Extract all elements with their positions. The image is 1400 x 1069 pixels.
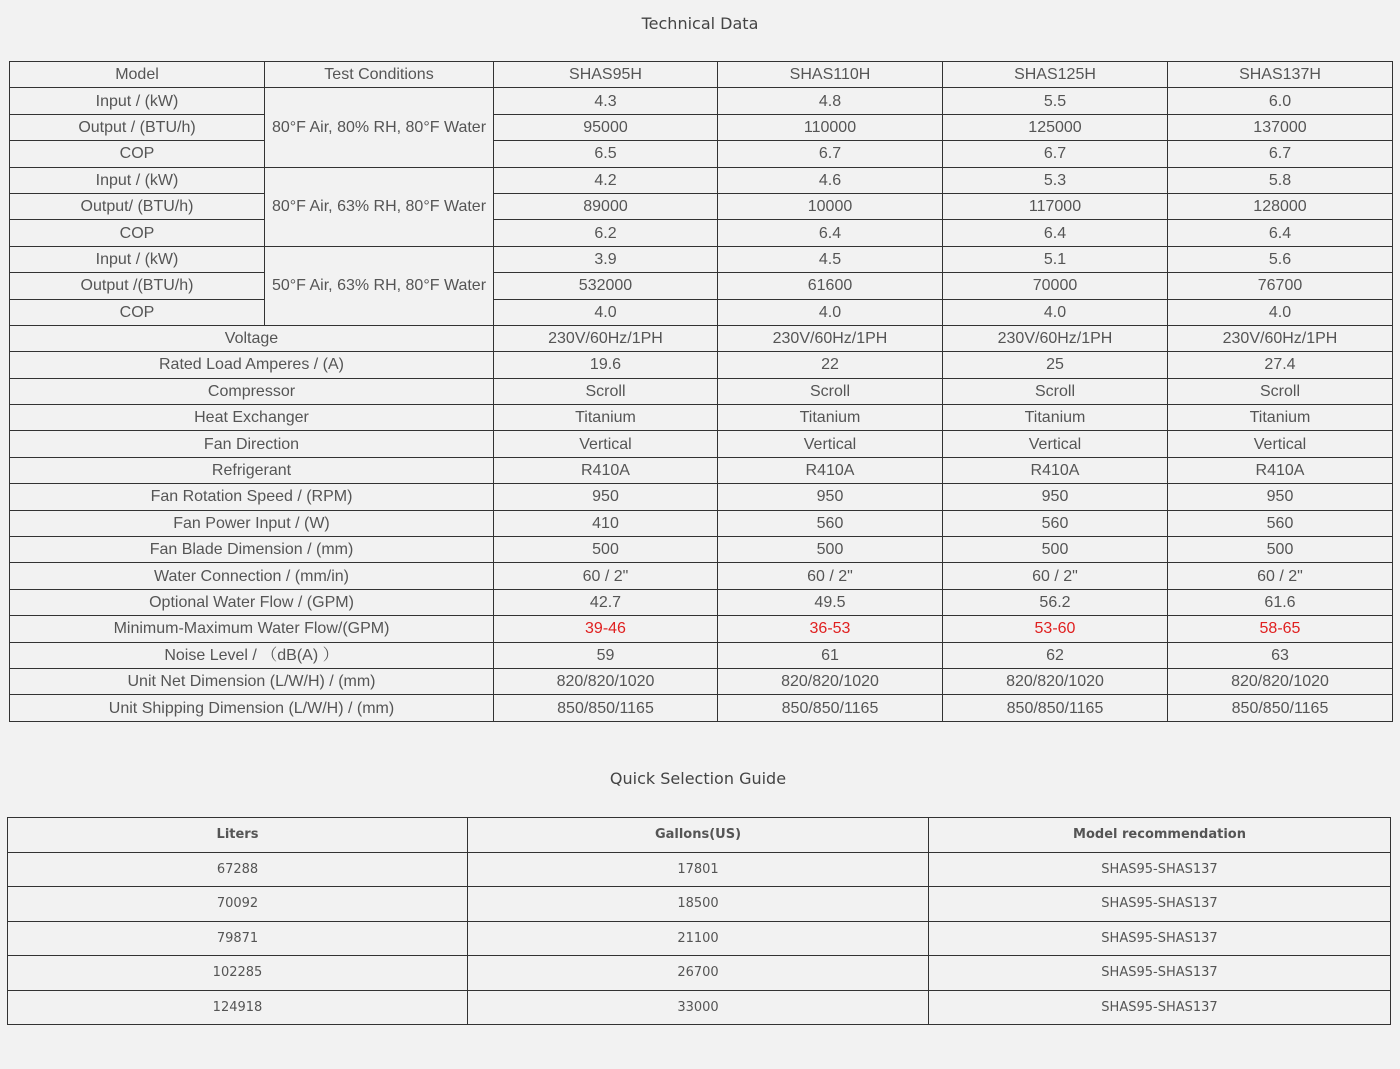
table-cell: 5.8: [1168, 167, 1393, 193]
quick-selection-table: [7, 817, 1391, 1025]
column-header: Model: [10, 62, 265, 88]
header-row: [8, 818, 1391, 853]
table-cell: 53-60: [943, 616, 1168, 642]
table-cell: 61: [718, 642, 943, 668]
table-cell: 33000: [468, 990, 929, 1025]
table-cell: 950: [943, 484, 1168, 510]
row-label: Input / (kW): [10, 167, 265, 193]
table-cell: 18500: [468, 887, 929, 922]
table-cell: 5.5: [943, 88, 1168, 114]
row-label: Fan Blade Dimension / (mm): [10, 537, 494, 563]
test-condition: 50°F Air, 63% RH, 80°F Water: [265, 246, 494, 325]
table-cell: 6.0: [1168, 88, 1393, 114]
table-row: [10, 299, 1393, 325]
table-row: [10, 589, 1393, 615]
table-cell: 5.6: [1168, 246, 1393, 272]
table-cell: R410A: [718, 457, 943, 483]
column-header: SHAS110H: [718, 62, 943, 88]
table-row: [10, 537, 1393, 563]
row-label: Minimum-Maximum Water Flow/(GPM): [10, 616, 494, 642]
table-cell: Vertical: [943, 431, 1168, 457]
table-cell: 79871: [8, 921, 468, 956]
table-cell: 60 / 2": [1168, 563, 1393, 589]
table-row: [10, 167, 1393, 193]
table-cell: 6.2: [494, 220, 718, 246]
table-cell: 4.5: [718, 246, 943, 272]
table-row: [10, 325, 1393, 351]
table-cell: 61.6: [1168, 589, 1393, 615]
test-condition: 80°F Air, 80% RH, 80°F Water: [265, 88, 494, 167]
table-cell: 42.7: [494, 589, 718, 615]
table-cell: SHAS95-SHAS137: [929, 956, 1391, 991]
table-cell: 60 / 2": [943, 563, 1168, 589]
row-label: Refrigerant: [10, 457, 494, 483]
table-cell: 124918: [8, 990, 468, 1025]
table-cell: 3.9: [494, 246, 718, 272]
row-label: Fan Direction: [10, 431, 494, 457]
row-label: Fan Power Input / (W): [10, 510, 494, 536]
row-label: Heat Exchanger: [10, 405, 494, 431]
column-header: Liters: [8, 818, 468, 853]
table-cell: 89000: [494, 193, 718, 219]
table-cell: 950: [494, 484, 718, 510]
table-cell: 4.0: [943, 299, 1168, 325]
table-cell: 820/820/1020: [718, 668, 943, 694]
table-row: [10, 141, 1393, 167]
column-header: Gallons(US): [468, 818, 929, 853]
table-cell: 60 / 2": [494, 563, 718, 589]
table-cell: 950: [1168, 484, 1393, 510]
table-cell: SHAS95-SHAS137: [929, 887, 1391, 922]
row-label: COP: [10, 141, 265, 167]
row-label: Compressor: [10, 378, 494, 404]
table-cell: 230V/60Hz/1PH: [1168, 325, 1393, 351]
row-label: Input / (kW): [10, 246, 265, 272]
table-cell: R410A: [494, 457, 718, 483]
table-cell: Titanium: [718, 405, 943, 431]
table-cell: 102285: [8, 956, 468, 991]
table-cell: Titanium: [494, 405, 718, 431]
table-cell: 26700: [468, 956, 929, 991]
table-row: [10, 352, 1393, 378]
table-cell: 125000: [943, 114, 1168, 140]
table-cell: R410A: [1168, 457, 1393, 483]
column-header: Test Conditions: [265, 62, 494, 88]
table-cell: Titanium: [1168, 405, 1393, 431]
table-row: [10, 220, 1393, 246]
table-row: [10, 246, 1393, 272]
table-cell: 820/820/1020: [1168, 668, 1393, 694]
table-cell: Vertical: [1168, 431, 1393, 457]
table-cell: 62: [943, 642, 1168, 668]
table-cell: 21100: [468, 921, 929, 956]
table-row: [10, 695, 1393, 721]
table-row: [10, 431, 1393, 457]
table-cell: 36-53: [718, 616, 943, 642]
row-label: Unit Net Dimension (L/W/H) / (mm): [10, 668, 494, 694]
row-label: Output /(BTU/h): [10, 273, 265, 299]
table-cell: 76700: [1168, 273, 1393, 299]
table-row: [8, 990, 1391, 1025]
header-row: [10, 62, 1393, 88]
test-condition: 80°F Air, 63% RH, 80°F Water: [265, 167, 494, 246]
table-cell: 532000: [494, 273, 718, 299]
column-header: SHAS137H: [1168, 62, 1393, 88]
table-row: [10, 668, 1393, 694]
table-cell: Scroll: [1168, 378, 1393, 404]
table-cell: 128000: [1168, 193, 1393, 219]
table-cell: 117000: [943, 193, 1168, 219]
table-row: [10, 457, 1393, 483]
table-row: [8, 921, 1391, 956]
table-cell: 19.6: [494, 352, 718, 378]
table-cell: R410A: [943, 457, 1168, 483]
table-cell: 137000: [1168, 114, 1393, 140]
table-cell: Titanium: [943, 405, 1168, 431]
table-row: [8, 852, 1391, 887]
table-cell: Vertical: [494, 431, 718, 457]
table-cell: 39-46: [494, 616, 718, 642]
table-cell: 4.0: [718, 299, 943, 325]
table-cell: 4.2: [494, 167, 718, 193]
table-cell: 5.1: [943, 246, 1168, 272]
table-cell: 61600: [718, 273, 943, 299]
column-header: SHAS125H: [943, 62, 1168, 88]
table-cell: 560: [1168, 510, 1393, 536]
table-cell: 70000: [943, 273, 1168, 299]
row-label: COP: [10, 220, 265, 246]
table-cell: SHAS95-SHAS137: [929, 852, 1391, 887]
table-cell: 6.5: [494, 141, 718, 167]
row-label: Voltage: [10, 325, 494, 351]
row-label: Water Connection / (mm/in): [10, 563, 494, 589]
table-cell: Scroll: [943, 378, 1168, 404]
table-cell: Vertical: [718, 431, 943, 457]
table-cell: Scroll: [718, 378, 943, 404]
table-cell: 500: [718, 537, 943, 563]
technical-data-table: [9, 61, 1393, 722]
table-cell: 500: [1168, 537, 1393, 563]
table-cell: 70092: [8, 887, 468, 922]
table-cell: 230V/60Hz/1PH: [718, 325, 943, 351]
table-cell: SHAS95-SHAS137: [929, 921, 1391, 956]
table-row: [10, 642, 1393, 668]
table-cell: 6.7: [1168, 141, 1393, 167]
table-row: [10, 193, 1393, 219]
table-cell: 850/850/1165: [718, 695, 943, 721]
table-cell: 850/850/1165: [943, 695, 1168, 721]
table-cell: 17801: [468, 852, 929, 887]
table-row: [10, 114, 1393, 140]
table-row: [10, 405, 1393, 431]
table-cell: 10000: [718, 193, 943, 219]
table-cell: 6.4: [1168, 220, 1393, 246]
table-cell: 820/820/1020: [494, 668, 718, 694]
row-label: Input / (kW): [10, 88, 265, 114]
column-header: SHAS95H: [494, 62, 718, 88]
row-label: Rated Load Amperes / (A): [10, 352, 494, 378]
table-cell: 950: [718, 484, 943, 510]
table-row: [8, 887, 1391, 922]
table-cell: 6.4: [943, 220, 1168, 246]
quick-selection-guide-title: Quick Selection Guide: [609, 769, 787, 788]
table-row: [8, 956, 1391, 991]
table-cell: 560: [943, 510, 1168, 536]
table-cell: 49.5: [718, 589, 943, 615]
row-label: Fan Rotation Speed / (RPM): [10, 484, 494, 510]
table-cell: Scroll: [494, 378, 718, 404]
table-cell: 6.7: [943, 141, 1168, 167]
table-cell: 500: [943, 537, 1168, 563]
table-row: [10, 484, 1393, 510]
table-cell: 500: [494, 537, 718, 563]
table-cell: 410: [494, 510, 718, 536]
table-cell: 27.4: [1168, 352, 1393, 378]
table-cell: 60 / 2": [718, 563, 943, 589]
column-header: Model recommendation: [929, 818, 1391, 853]
table-cell: 63: [1168, 642, 1393, 668]
table-cell: 5.3: [943, 167, 1168, 193]
table-cell: 4.0: [1168, 299, 1393, 325]
table-row: [10, 273, 1393, 299]
table-cell: 4.8: [718, 88, 943, 114]
table-row: [10, 88, 1393, 114]
table-row: [10, 563, 1393, 589]
table-cell: 850/850/1165: [494, 695, 718, 721]
row-label: Noise Level / （dB(A) ）: [10, 642, 494, 668]
table-cell: 59: [494, 642, 718, 668]
table-cell: 25: [943, 352, 1168, 378]
table-cell: 58-65: [1168, 616, 1393, 642]
table-cell: 95000: [494, 114, 718, 140]
technical-data-title: Technical Data: [641, 14, 759, 33]
table-cell: 560: [718, 510, 943, 536]
table-cell: 230V/60Hz/1PH: [494, 325, 718, 351]
table-cell: 4.6: [718, 167, 943, 193]
table-cell: 4.0: [494, 299, 718, 325]
table-cell: SHAS95-SHAS137: [929, 990, 1391, 1025]
row-label: Output/ (BTU/h): [10, 193, 265, 219]
table-cell: 850/850/1165: [1168, 695, 1393, 721]
table-row: [10, 378, 1393, 404]
table-cell: 56.2: [943, 589, 1168, 615]
table-cell: 6.7: [718, 141, 943, 167]
row-label: Output / (BTU/h): [10, 114, 265, 140]
table-cell: 6.4: [718, 220, 943, 246]
row-label: Optional Water Flow / (GPM): [10, 589, 494, 615]
table-cell: 230V/60Hz/1PH: [943, 325, 1168, 351]
table-cell: 110000: [718, 114, 943, 140]
table-cell: 820/820/1020: [943, 668, 1168, 694]
table-cell: 67288: [8, 852, 468, 887]
table-cell: 22: [718, 352, 943, 378]
row-label: Unit Shipping Dimension (L/W/H) / (mm): [10, 695, 494, 721]
table-cell: 4.3: [494, 88, 718, 114]
table-row: [10, 510, 1393, 536]
table-row: [10, 616, 1393, 642]
row-label: COP: [10, 299, 265, 325]
